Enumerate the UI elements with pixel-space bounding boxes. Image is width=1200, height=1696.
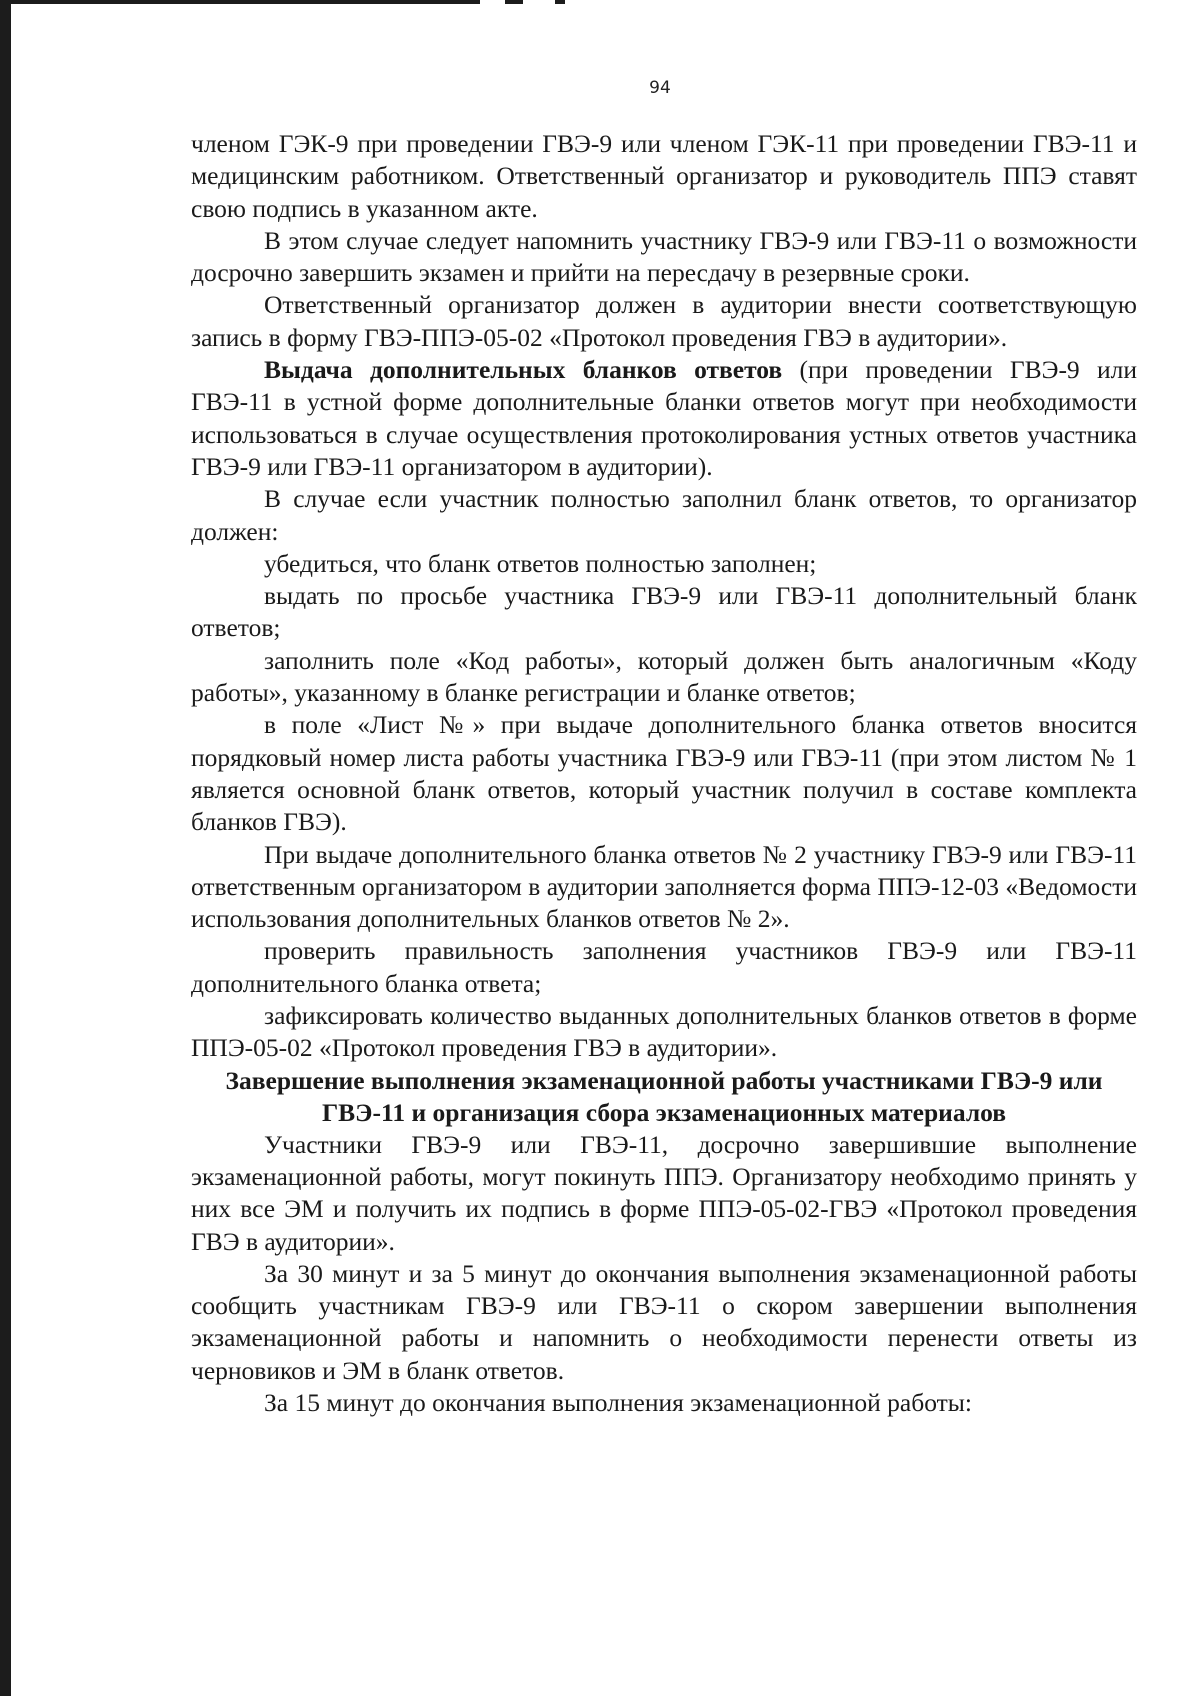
paragraph: За 30 минут и за 5 минут до окончания выполнения экзаменационной работы сообщить участникам ГВЭ-9 или ГВЭ-11 о скором завершении выполнения экзаменационной работы и напомнить о необходимости перенести ответы из черновиков и ЭМ в бланк ответов.	[191, 1258, 1137, 1385]
paragraph: Участники ГВЭ-9 или ГВЭ-11, досрочно завершившие выполнение экзаменационной работы, могут покинуть ППЭ. Организатору необходимо принять у них все ЭМ и получить их подпись в форме ППЭ-05-02-ГВЭ «Протокол проведения ГВЭ в аудитории».	[191, 1129, 1137, 1256]
list-item: проверить правильность заполнения участников ГВЭ-9 или ГВЭ-11 дополнительного бланка ответа;	[191, 936, 1137, 998]
paragraph-text: (при проведении ГВЭ-9 или ГВЭ-11 в устной форме дополнительные бланки ответов могут при необходимости использоваться в случае осуществления протоколирования устных ответов участника ГВЭ-9 или ГВЭ-11 организатором в аудитории).	[191, 355, 1137, 481]
scan-edge-top-mark	[505, 0, 523, 4]
list-item: заполнить поле «Код работы», который должен быть аналогичным «Коду работы», указанному в бланке регистрации и бланке ответов;	[191, 645, 1137, 708]
paragraph: членом ГЭК-9 при проведении ГВЭ-9 или членом ГЭК-11 при проведении ГВЭ-11 и медицинским работником. Ответственный организатор и руководитель ППЭ ставят свою подпись в указанном акте.	[191, 129, 1137, 223]
paragraph: За 15 минут до окончания выполнения экзаменационной работы:	[264, 1387, 972, 1417]
paragraph: Ответственный организатор должен в аудитории внести соответствующую запись в форму ГВЭ-ППЭ-05-02 «Протокол проведения ГВЭ в аудитории».	[191, 290, 1137, 352]
scan-edge-left	[0, 0, 11, 1696]
section-heading: Завершение выполнения экзаменационной работы участниками ГВЭ-9 или ГВЭ-11 и организация сбора экзаменационных материалов	[225, 1065, 1103, 1127]
paragraph: При выдаче дополнительного бланка ответов № 2 участнику ГВЭ-9 или ГВЭ-11 ответственным организатором в аудитории заполняется форма ППЭ-12-03 «Ведомости использования дополнительных бланков ответов № 2».	[191, 839, 1137, 934]
list-item: в поле «Лист №» при выдаче дополнительного бланка ответов вносится порядковый номер листа работы участника ГВЭ-9 или ГВЭ-11 (при этом листом № 1 является основной бланк ответов, который участник получил в составе комплекта бланков ГВЭ).	[191, 710, 1137, 837]
paragraph: В этом случае следует напомнить участнику ГВЭ-9 или ГВЭ-11 о возможности досрочно завершить экзамен и прийти на пересдачу в резервные сроки.	[191, 225, 1137, 288]
page-number: 94	[649, 78, 671, 98]
document-body	[191, 128, 1137, 1419]
scan-edge-top	[0, 0, 480, 4]
list-item: убедиться, что бланк ответов полностью заполнен;	[264, 548, 817, 578]
scan-edge-top-mark	[555, 0, 565, 4]
list-item: выдать по просьбе участника ГВЭ-9 или ГВЭ-11 дополнительный бланк ответов;	[191, 581, 1137, 643]
paragraph: В случае если участник полностью заполнил бланк ответов, то организатор должен:	[191, 484, 1137, 546]
list-item: зафиксировать количество выданных дополнительных бланков ответов в форме ППЭ-05-02 «Протокол проведения ГВЭ в аудитории».	[191, 1001, 1137, 1063]
section-title-inline: Выдача дополнительных бланков ответов	[264, 355, 783, 385]
paragraph	[191, 354, 1137, 483]
